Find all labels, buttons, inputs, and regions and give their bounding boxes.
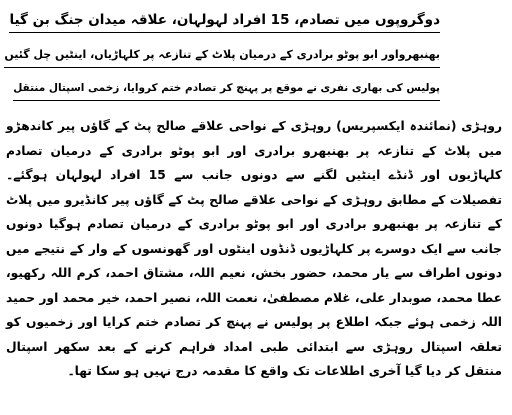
headline-sub-2-text: پولیس کی بھاری نفری نے موقع پر پہنچ کر تصادم ختم کروایا، زخمی اسپتال منتقل bbox=[13, 82, 440, 94]
headline-underline bbox=[9, 32, 440, 33]
headline-sub-1-text: بھنبھرواور ابو پوٹو برادری کے درمیان پلاٹ کے تنازعہ پر کلہاڑیاں، اینٹیں چل گئیں bbox=[4, 48, 440, 61]
headline-sub-1 bbox=[4, 45, 440, 65]
article-paragraph: روہڑی (نمائندہ ایکسپریس) روہڑی کے نواحی علاقے صالح پٹ کے گاؤں پیر کاندھڑو میں پلاٹ کے تنازعہ پر بھنبھرو برادری اور ابو پوٹو برادری کے درمیان تصادم کلہاڑیوں اور ڈنڈے اینٹیں لگنے سے دونوں جانب سے 15 افراد لہولہان ہوگئے۔ تفصیلات کے مطابق روہڑی کے نواحی علاقے صالح پٹ کے گاؤں پیر کانڈیرو میں پلاٹ کے تنازعہ پر بھنبھرو برادری اور ابو پوٹو برادری کے درمیان تصادم ہوگیا دونوں جانب سے ایک دوسرے پر کلہاڑیوں ڈنڈوں اینٹوں اور گھونسوں کے وار کے نتیجے میں دونوں اطراف سے یار محمد، حضور بخش، نعیم اللہ، مشتاق احمد، کرم اللہ رکھیو، عطا محمد، صوبدار علی، غلام مصطفیٰ، نعمت اللہ، نصیر احمد، خیر محمد اور حمید اللہ زخمی ہوئے جبکہ اطلاع پر پولیس نے پہنچ کر تصادم ختم کرایا اور زخمیوں کو تعلقہ اسپتال روہڑی سے ابتدائی طبی امداد فراہم کرنے کے بعد سکھر اسپتال منتقل کر دیا گیا آخری اطلاعات تک واقع کا مقدمہ درج نہیں ہو سکا تھا۔ bbox=[6, 119, 502, 378]
headline-sub-2 bbox=[13, 78, 440, 98]
headline-underline bbox=[13, 100, 440, 101]
headline-main-text: دوگروپوں میں تصادم، 15 افراد لہولہان، علاقہ میدان جنگ بن گیا bbox=[9, 12, 440, 28]
headline-main bbox=[9, 10, 440, 30]
article-body bbox=[6, 114, 502, 384]
headline-underline bbox=[4, 67, 440, 68]
